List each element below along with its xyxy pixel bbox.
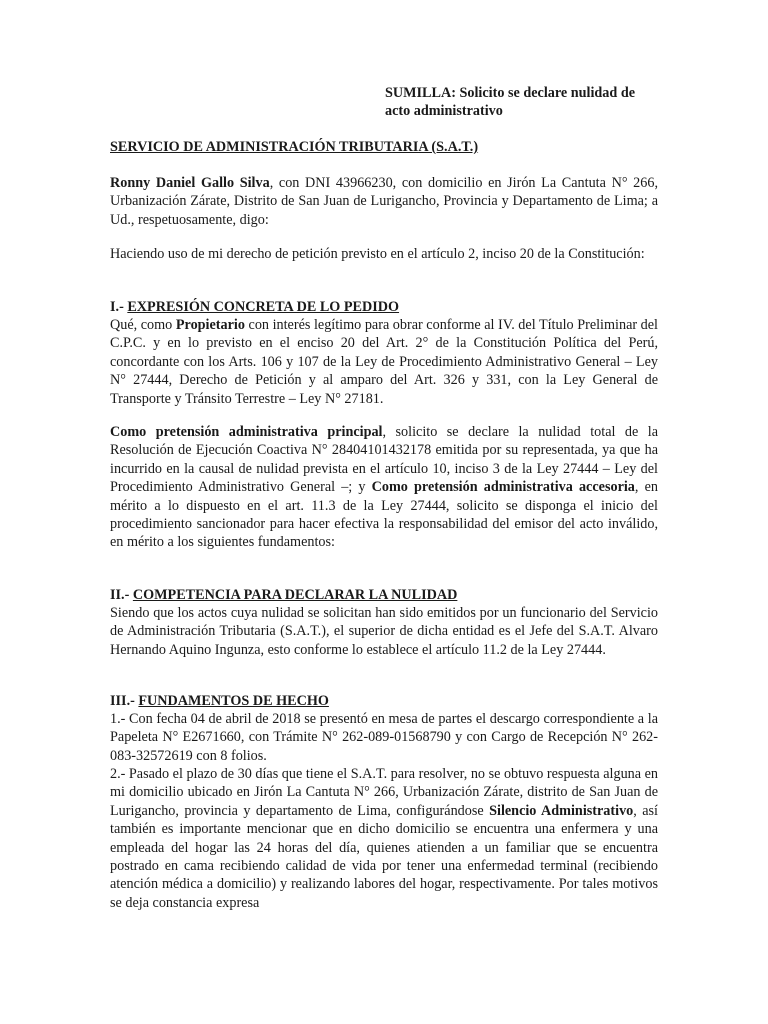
addressee: SERVICIO DE ADMINISTRACIÓN TRIBUTARIA (S.A.T.) [110, 139, 479, 155]
silencio-administrativo-bold: Silencio Administrativo [489, 802, 634, 819]
section3-paragraph1: 1.- Con fecha 04 de abril de 2018 se presentó en mesa de partes el descargo correspondiente a la Papeleta N° E2671660, con Trámite N° 262-089-01568790 y con Cargo de Recepción N° 262-083-32572619 con 8 folios. [110, 711, 658, 764]
section3-p2-text-a: 2.- Pasado el plazo de 30 días que tiene el S.A.T. para resolver, no se obtuvo respuesta alguna en mi domicilio ubicado en Jirón La Cantuta N° 266, Urbanización Zárate, distrito de San Juan de Lurigancho, provincia y departamento de Lima, configurándose [110, 766, 658, 819]
section1-title: EXPRESIÓN CONCRETA DE LO PEDIDO [127, 299, 400, 315]
section2-number: II.- [110, 587, 133, 603]
section1-paragraph2 [110, 423, 658, 552]
section1-p1-text-b: con interés legítimo para obrar conforme al IV. del Título Preliminar del C.P.C. y en lo previsto en el enciso 20 del Art. 2° de la Constitución Política del Perú, concordante con los Arts. 106 y 107 de la Ley de Procedimiento Administrativo General – Ley N° 27444, Derecho de Petición y al amparo del Art. 326 y 331, con la Ley General de Transporte y Tránsito Terrestre – Ley N° 27181. [110, 317, 658, 407]
intro-paragraph [110, 174, 658, 229]
section2-title: COMPETENCIA PARA DECLARAR LA NULIDAD [132, 587, 458, 603]
accessory-claim-bold: Como pretensión administrativa accesoria [371, 479, 635, 496]
section2-paragraph1: Siendo que los actos cuya nulidad se solicitan han sido emitidos por un funcionario del Servicio de Administración Tributaria (S.A.T.), el superior de dicha entidad es el Jefe del S.A.T. Alvaro Hernando Aquino Ingunza, esto conforme lo establece el artículo 11.2 de la Ley 27444. [110, 605, 658, 658]
section1-p2-text-a: , solicito se declare la nulidad total de la Resolución de Ejecución Coactiva N° 28404101432178 emitida por su representada, ya que ha incurrido en la causal de nulidad prevista en el artículo 10, inciso 3 de la Ley 27444 – Ley del Procedimiento Administrativo General –; y [110, 424, 659, 496]
section3-title: FUNDAMENTOS DE HECHO [138, 693, 329, 709]
sumilla: SUMILLA: Solicito se declare nulidad de acto administrativo [385, 85, 636, 120]
petitioner-name: Ronny Daniel Gallo Silva [110, 175, 270, 191]
section1-heading [110, 298, 658, 316]
section1-p2-text-b: , en mérito a lo dispuesto en el art. 11.3 de la Ley 27444, solicito se disponga el inicio del procedimiento sancionador para hacer efectiva la responsabilidad del emisor del acto inválido, en mérito a los siguientes fundamentos: [110, 479, 658, 551]
section3-heading [110, 692, 658, 710]
section1-p1-text-a: Qué, como [110, 317, 176, 333]
section3-paragraph2 [110, 765, 658, 912]
section3-number: III.- [110, 693, 139, 709]
intro-text: , con DNI 43966230, con domicilio en Jirón La Cantuta N° 266, Urbanización Zárate, Distrito de San Juan de Lurigancho, Provincia y Departamento de Lima; a Ud., respetuosamente, digo: [110, 175, 658, 228]
principal-claim-bold: Como pretensión administrativa principal [110, 424, 383, 440]
section1-number: I.- [110, 299, 128, 315]
section1-paragraph1 [110, 316, 658, 408]
section3-p2-text-b: , así también es importante mencionar que en dicho domicilio se encuentra una enfermera y una empleada del hogar las 24 horas del día, quienes atienden a un familiar que se encuentra postrado en cama recibiendo calidad de vida por tener una enfermedad terminal (recibiendo atención médica a domicilio) y realizando labores del hogar, respectivamente. Por tales motivos se deja constancia expresa [110, 802, 658, 911]
preamble-paragraph: Haciendo uso de mi derecho de petición previsto en el artículo 2, inciso 20 de la Constitución: [110, 246, 645, 262]
section2-heading [110, 586, 658, 604]
section1-p1-bold: Propietario [175, 317, 245, 333]
